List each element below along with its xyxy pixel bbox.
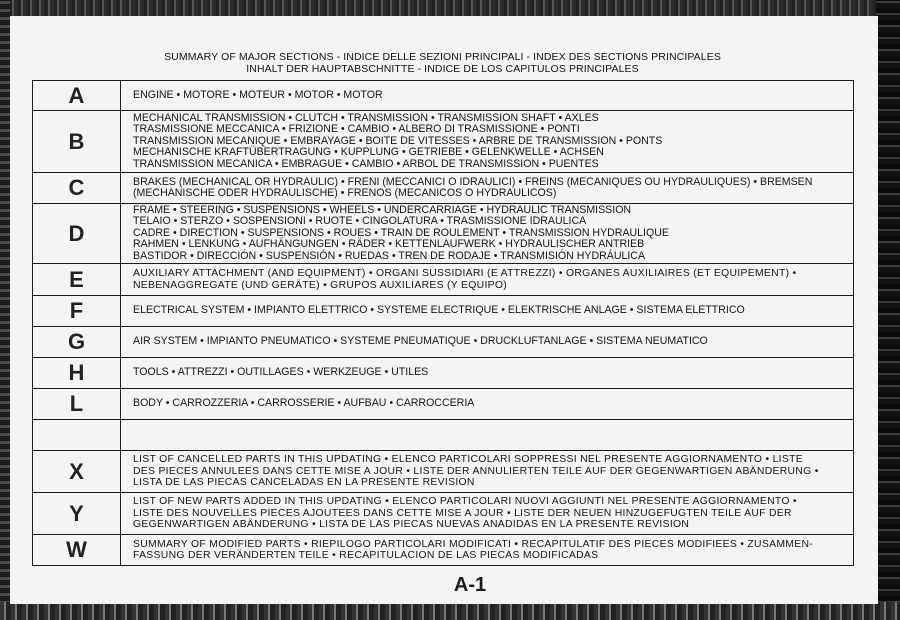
section-row-g xyxy=(33,327,853,358)
description-line: LISTA DE LAS PIECAS CANCELADAS EN LA PRESENTE REVISION xyxy=(133,477,475,489)
description-line: TRANSMISSION MECANICA • EMBRAGUE • CAMBIO • ARBOL DE TRANSMISSION • PUENTES xyxy=(133,157,599,170)
description-line: ENGINE • MOTORE • MOTEUR • MOTOR • MOTOR xyxy=(133,88,383,101)
section-row-c xyxy=(33,173,853,204)
description-line: LIST OF NEW PARTS ADDED IN THIS UPDATING • ELENCO PARTICOLARI NUOVI AGGIUNTI NEL PRESENTE AGGIORNAMENTO • xyxy=(133,496,797,508)
description-line: AIR SYSTEM • IMPIANTO PNEUMATICO • SYSTEME PNEUMATIQUE • DRUCKLUFTANLAGE • SISTEMA NEUMATICO xyxy=(133,335,708,348)
description-line: (MECHANISCHE ODER HYDRAULISCHE) • FRENOS (MECANICOS O HYDRAULICOS) xyxy=(133,187,557,199)
section-letter: F xyxy=(33,296,121,326)
section-row-b xyxy=(33,111,853,173)
sections-table xyxy=(32,80,854,566)
description-line: BRAKES (MECHANICAL OR HYDRAULIC) • FRENI (MECCANICI O IDRAULICI) • FREINS (MECANIQUES OU HYDRAULIQUES) • BREMSEN xyxy=(133,175,813,188)
section-letter: C xyxy=(33,173,121,203)
description-line: BODY • CARROZZERIA • CARROSSERIE • AUFBAU • CARROCCERIA xyxy=(133,397,475,410)
section-description xyxy=(133,81,847,110)
section-description xyxy=(133,111,847,172)
scan-border-left xyxy=(0,0,10,620)
heading-line-1: SUMMARY OF MAJOR SECTIONS - INDICE DELLE SEZIONI PRINCIPALI - INDEX DES SECTIONS PRINCIPALES xyxy=(164,51,721,63)
section-row-y xyxy=(33,493,853,535)
description-line: FASSUNG DER VERÄNDERTEN TEILE • RECAPITULACION DE LAS PIECAS MODIFICADAS xyxy=(133,550,599,561)
section-row-d xyxy=(33,204,853,264)
section-letter: H xyxy=(33,358,121,388)
section-description xyxy=(133,451,847,492)
section-row-x xyxy=(33,451,853,493)
description-line: TELAIO • STERZO • SOSPENSIONI • RUOTE • CINGOLATURA • TRASMISSIONE IDRAULICA xyxy=(133,215,587,228)
description-line: RAHMEN • LENKUNG • AUFHÄNGUNGEN • RÄDER • KETTENLAUFWERK • HYDRAULISCHER ANTRIEB xyxy=(133,238,645,251)
section-description xyxy=(133,296,847,326)
description-line: TOOLS • ATTREZZI • OUTILLAGES • WERKZEUGE • UTILES xyxy=(133,366,429,379)
description-line: GEGENWARTIGEN ABÄNDERUNG • LISTA DE LAS PIECAS NUEVAS ANADIDAS EN LA PRESENTE REVISION xyxy=(133,519,690,531)
section-description xyxy=(133,420,847,450)
section-letter: Y xyxy=(33,493,121,534)
section-letter: D xyxy=(33,204,121,263)
section-letter xyxy=(33,420,121,450)
section-row-empty xyxy=(33,420,853,451)
description-line: MECHANICAL TRANSMISSION • CLUTCH • TRANSMISSION • TRANSMISSION SHAFT • AXLES xyxy=(133,111,599,124)
description-line: LISTE DES NOUVELLES PIECES AJOUTEES DANS CETTE MISE A JOUR • LISTE DER NEUEN HINZUGEFUGTEN TEILE AUF DER xyxy=(133,507,792,519)
section-letter: W xyxy=(33,535,121,565)
page-heading xyxy=(110,52,775,75)
description-line: NEBENAGGREGATE (UND GERÄTE) • GRUPOS AUXILIARES (Y EQUIPO) xyxy=(133,279,507,291)
scan-border-right xyxy=(876,0,900,620)
description-line: AUXILIARY ATTACHMENT (AND EQUIPMENT) • ORGANI SUSSIDIARI (E ATTREZZI) • ORGANES AUXILIAIRES (ET EQUIPEMENT) • xyxy=(133,268,797,280)
scan-border-bottom xyxy=(0,602,900,620)
section-row-l xyxy=(33,389,853,420)
description-line: LIST OF CANCELLED PARTS IN THIS UPDATING • ELENCO PARTICOLARI SOPPRESSI NEL PRESENTE AGGIORNAMENTO • LISTE xyxy=(133,454,803,466)
section-row-h xyxy=(33,358,853,389)
section-row-f xyxy=(33,296,853,327)
section-description xyxy=(133,204,847,263)
section-letter: B xyxy=(33,111,121,172)
section-row-e xyxy=(33,264,853,296)
section-row-w xyxy=(33,535,853,565)
heading-line-2: INHALT DER HAUPTABSCHNITTE - INDICE DE LOS CAPITULOS PRINCIPALES xyxy=(246,62,639,75)
description-line: ELECTRICAL SYSTEM • IMPIANTO ELETTRICO • SYSTEME ELECTRIQUE • ELEKTRISCHE ANLAGE • SISTEMA ELETTRICO xyxy=(133,304,745,317)
description-line: TRANSMISSION MECANIQUE • EMBRAYAGE • BOITE DE VITESSES • ARBRE DE TRANSMISSION • PONTS xyxy=(133,134,663,147)
section-description xyxy=(133,173,847,203)
description-line: BASTIDOR • DIRECCIÓN • SUSPENSIÓN • RUEDAS • TREN DE RODAJE • TRANSMISIÓN HYDRÁULICA xyxy=(133,249,646,262)
section-letter: G xyxy=(33,327,121,357)
section-letter: E xyxy=(33,264,121,295)
page-number: A-1 xyxy=(453,574,487,596)
section-description xyxy=(133,389,847,419)
description-line: TRASMISSIONE MECCANICA • FRIZIONE • CAMBIO • ALBERO DI TRASMISSIONE • PONTI xyxy=(133,123,580,136)
section-description xyxy=(133,535,847,565)
section-letter: L xyxy=(33,389,121,419)
section-description xyxy=(133,327,847,357)
description-line: DES PIECES ANNULEES DANS CETTE MISE A JOUR • LISTE DER ANNULIERTEN TEILE AUF DER GEGENWARTIGEN ABÄNDERUNG • xyxy=(133,465,819,477)
description-line: CADRE • DIRECTION • SUSPENSIONS • ROUES • TRAIN DE ROULEMENT • TRANSMISSION HYDRAULIQUE xyxy=(133,226,669,239)
section-letter: A xyxy=(33,81,121,110)
description-line: SUMMARY OF MODIFIED PARTS • RIEPILOGO PARTICOLARI MODIFICATI • RECAPITULATIF DES PIECES MODIFIEES • ZUSAMMEN- xyxy=(133,538,814,550)
section-description xyxy=(133,493,847,534)
section-description xyxy=(133,264,847,295)
section-row-a xyxy=(33,81,853,111)
scan-border-top xyxy=(0,0,900,16)
section-description xyxy=(133,358,847,388)
description-line: MECHANISCHE KRAFTÜBERTRAGUNG • KUPPLUNG • GETRIEBE • GELENKWELLE • ACHSEN xyxy=(133,146,604,159)
section-letter: X xyxy=(33,451,121,492)
description-line: FRAME • STEERING • SUSPENSIONS • WHEELS • UNDERCARRIAGE • HYDRAULIC TRANSMISSION xyxy=(133,204,632,216)
